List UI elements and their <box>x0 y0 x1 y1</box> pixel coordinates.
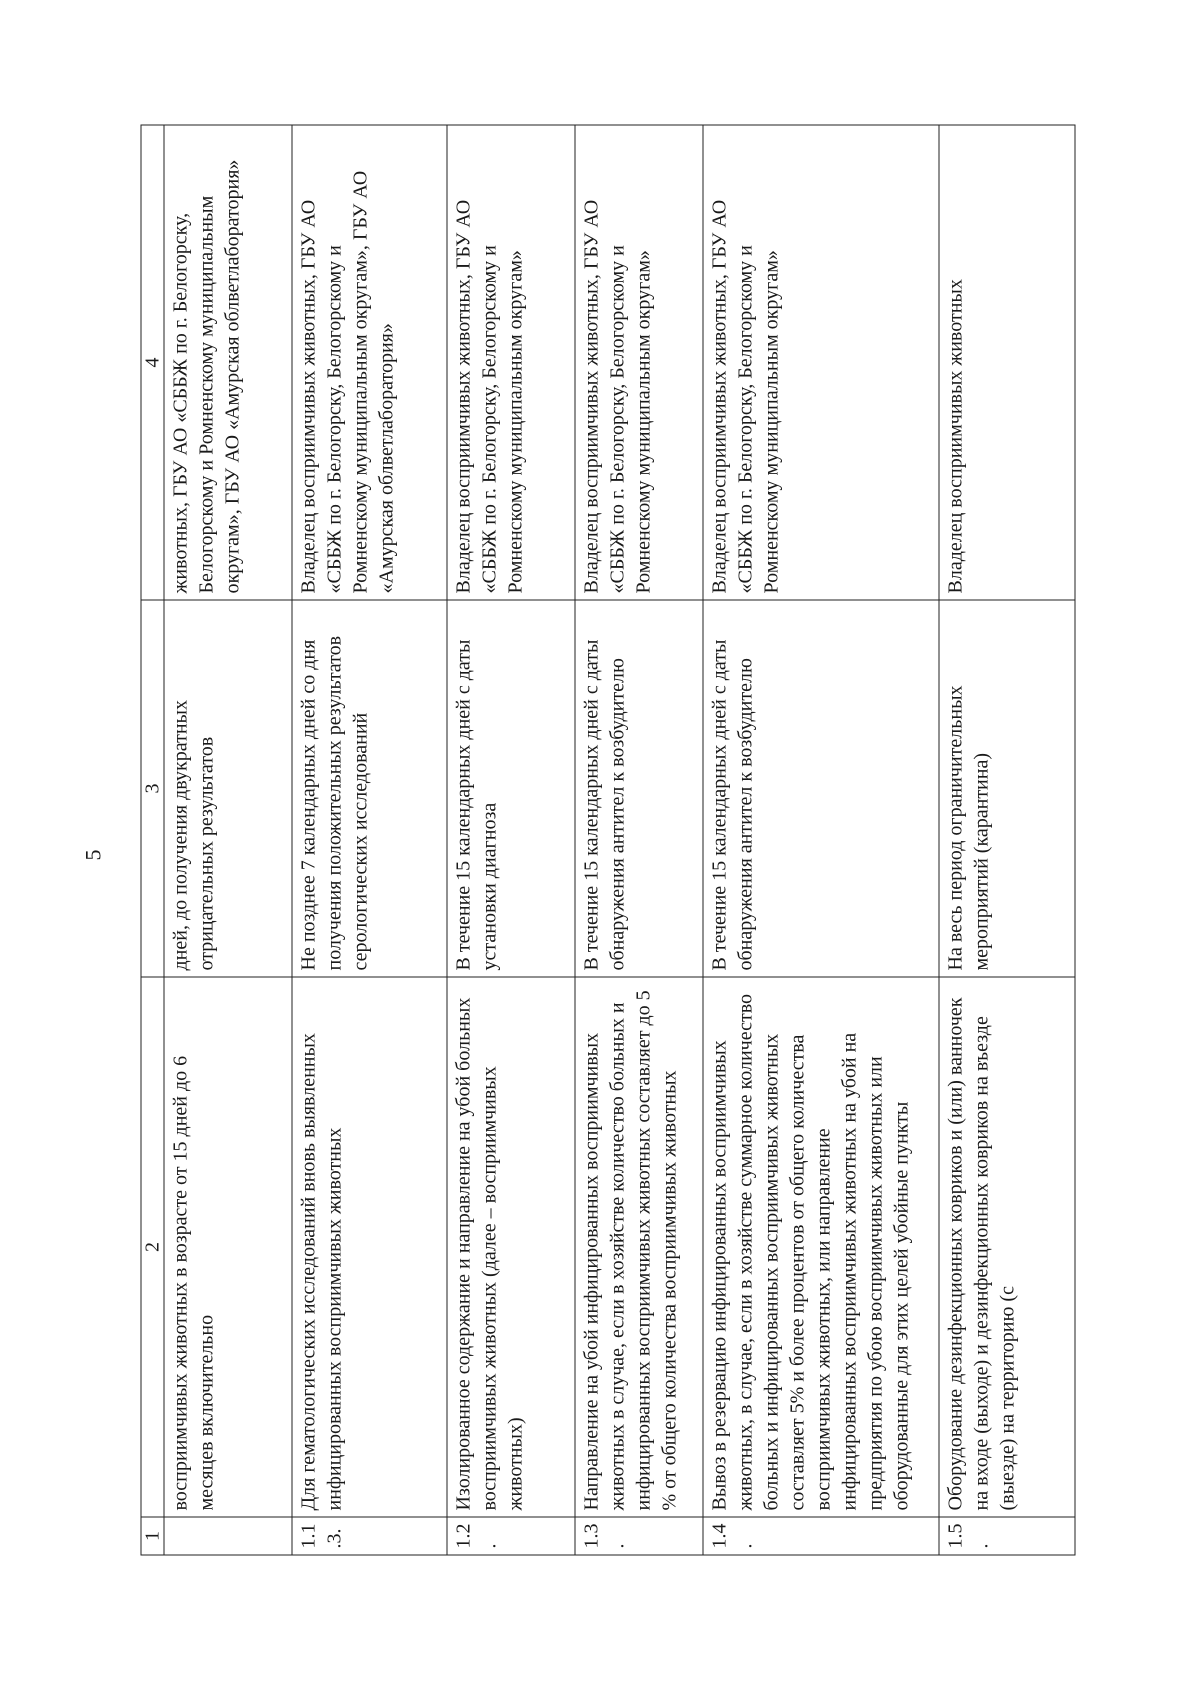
row-term: В течение 15 календарных дней с даты обнаружения антител к возбудителю <box>575 600 703 977</box>
table-row <box>447 125 575 1555</box>
table-row <box>292 125 447 1555</box>
row-number: 1.2. <box>447 1517 575 1555</box>
row-action: Оборудование дезинфекционных ковриков и (или) ванночек на входе (выходе) и дезинфекционных ковриков на въезде (выезде) на территорию (с <box>939 977 1075 1517</box>
table-row <box>575 125 703 1555</box>
row-number: 1.5. <box>939 1517 1075 1555</box>
row-term: В течение 15 календарных дней с даты обнаружения антител к возбудителю <box>703 600 939 977</box>
rotated-page-content <box>140 125 1075 1555</box>
row-number <box>164 1517 292 1555</box>
column-number-1: 1 <box>141 1517 164 1555</box>
row-number: 1.1.3. <box>292 1517 447 1555</box>
row-action: Изолированное содержание и направление на убой больных восприимчивых животных (далее – восприимчивых животных) <box>447 977 575 1517</box>
measures-table <box>140 124 1075 1555</box>
row-term: В течение 15 календарных дней с даты установки диагноза <box>447 600 575 977</box>
table-row <box>164 125 292 1555</box>
table-header-row <box>141 125 164 1555</box>
row-responsible: Владелец восприимчивых животных, ГБУ АО «СББЖ по г. Белогорску, Белогорскому и Ромненскому муниципальным округам», ГБУ АО «Амурская облветлаборатория» <box>292 125 447 600</box>
table-row <box>939 125 1075 1555</box>
row-action: Для гематологических исследований вновь выявленных инфицированных восприимчивых животных <box>292 977 447 1517</box>
row-action: Направление на убой инфицированных восприимчивых животных в случае, если в хозяйстве количество больных и инфицированных восприимчивых животных составляет до 5 % от общего количества восприимчивых животных <box>575 977 703 1517</box>
column-number-3: 3 <box>141 600 164 977</box>
row-responsible: Владелец восприимчивых животных <box>939 125 1075 600</box>
row-action: восприимчивых животных в возрасте от 15 дней до 6 месяцев включительно <box>164 977 292 1517</box>
column-number-2: 2 <box>141 977 164 1517</box>
row-responsible: Владелец восприимчивых животных, ГБУ АО «СББЖ по г. Белогорску, Белогорскому и Ромненскому муниципальным округам» <box>447 125 575 600</box>
measures-table-area <box>140 125 1075 1555</box>
row-responsible: животных, ГБУ АО «СББЖ по г. Белогорску, Белогорскому и Ромненскому муниципальным округам», ГБУ АО «Амурская облветлаборатория» <box>164 125 292 600</box>
row-term: Не позднее 7 календарных дней со дня получения положительных результатов серологических исследований <box>292 600 447 977</box>
row-term: дней, до получения двукратных отрицательных результатов <box>164 600 292 977</box>
column-number-4: 4 <box>141 125 164 600</box>
row-number: 1.3. <box>575 1517 703 1555</box>
row-number: 1.4. <box>703 1517 939 1555</box>
row-responsible: Владелец восприимчивых животных, ГБУ АО «СББЖ по г. Белогорску, Белогорскому и Ромненскому муниципальным округам» <box>575 125 703 600</box>
row-action: Вывоз в резервацию инфицированных восприимчивых животных, в случае, если в хозяйстве суммарное количество больных и инфицированных восприимчивых животных составляет 5% и более процентов от общего количества восприимчивых животных, или направление инфицированных восприимчивых животных на убой на предприятия по убою восприимчивых животных или оборудованные для этих целей убойные пункты <box>703 977 939 1517</box>
page-number: 5 <box>80 849 106 861</box>
row-responsible: Владелец восприимчивых животных, ГБУ АО «СББЖ по г. Белогорску, Белогорскому и Ромненскому муниципальным округам» <box>703 125 939 600</box>
table-row <box>703 125 939 1555</box>
row-term: На весь период ограничительных мероприятий (карантина) <box>939 600 1075 977</box>
